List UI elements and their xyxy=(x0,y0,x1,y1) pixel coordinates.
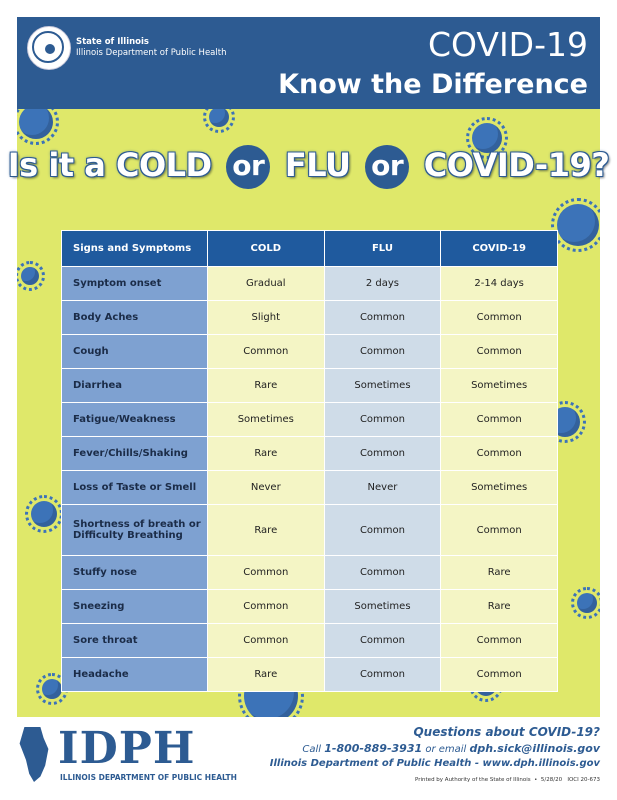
covid-cell: Common xyxy=(441,505,558,556)
flu-cell: Common xyxy=(324,335,441,369)
print-info xyxy=(415,777,600,783)
headline-covid: COVID-19? xyxy=(423,146,610,184)
cold-cell: Common xyxy=(207,335,324,369)
covid-cell: Sometimes xyxy=(441,369,558,403)
column-header-covid: COVID-19 xyxy=(441,231,558,267)
page-title: COVID-19 xyxy=(427,25,588,64)
symptom-cell: Diarrhea xyxy=(62,369,208,403)
column-header-cold: COLD xyxy=(207,231,324,267)
headline-flu: FLU xyxy=(284,146,351,184)
department-name: Illinois Department of Public Health xyxy=(76,48,227,58)
virus-icon xyxy=(21,267,39,285)
symptom-cell: Loss of Taste or Smell xyxy=(62,471,208,505)
state-name: State of Illinois xyxy=(76,37,149,47)
table-row xyxy=(62,301,558,335)
covid-cell: Common xyxy=(441,335,558,369)
phone-number[interactable]: 1-800-889-3931 xyxy=(324,742,423,755)
virus-icon xyxy=(557,204,599,246)
flu-cell: Sometimes xyxy=(324,590,441,624)
ioci-number: IOCI 20-673 xyxy=(567,777,600,783)
symptom-cell: Shortness of breath or Difficulty Breathing xyxy=(62,505,208,556)
illinois-seal-icon xyxy=(27,26,71,70)
cold-cell: Common xyxy=(207,556,324,590)
table-row xyxy=(62,267,558,301)
cold-cell: Sometimes xyxy=(207,403,324,437)
cold-cell: Gradual xyxy=(207,267,324,301)
virus-icon xyxy=(31,501,57,527)
flu-cell: Common xyxy=(324,403,441,437)
printed-by: Printed by Authority of the State of Illinois xyxy=(415,777,531,783)
cold-cell: Rare xyxy=(207,437,324,471)
table-row xyxy=(62,471,558,505)
table-row xyxy=(62,556,558,590)
call-prefix: Call xyxy=(302,744,322,755)
symptom-cell: Cough xyxy=(62,335,208,369)
covid-cell: 2-14 days xyxy=(441,267,558,301)
symptom-cell: Sneezing xyxy=(62,590,208,624)
symptom-cell: Body Aches xyxy=(62,301,208,335)
headline xyxy=(0,145,617,189)
footer xyxy=(0,717,617,800)
flu-cell: Sometimes xyxy=(324,369,441,403)
symptom-cell: Fever/Chills/Shaking xyxy=(62,437,208,471)
email-prefix: or email xyxy=(425,744,467,755)
flu-cell: Common xyxy=(324,556,441,590)
covid-cell: Rare xyxy=(441,556,558,590)
flu-cell: Common xyxy=(324,505,441,556)
flu-cell: Common xyxy=(324,301,441,335)
symptom-cell: Headache xyxy=(62,658,208,692)
cold-cell: Common xyxy=(207,590,324,624)
table-row xyxy=(62,590,558,624)
symptom-cell: Sore throat xyxy=(62,624,208,658)
virus-icon xyxy=(209,109,229,127)
cold-cell: Rare xyxy=(207,658,324,692)
symptom-cell: Fatigue/Weakness xyxy=(62,403,208,437)
contact-line xyxy=(302,742,600,755)
headline-or-badge: or xyxy=(226,145,270,189)
covid-cell: Common xyxy=(441,658,558,692)
table-row xyxy=(62,437,558,471)
website-line[interactable]: Illinois Department of Public Health - www.dph.illinois.gov xyxy=(269,758,600,769)
column-header-flu: FLU xyxy=(324,231,441,267)
virus-icon xyxy=(577,593,597,613)
covid-cell: Sometimes xyxy=(441,471,558,505)
flu-cell: Common xyxy=(324,437,441,471)
header-banner xyxy=(17,17,600,109)
cold-cell: Rare xyxy=(207,505,324,556)
virus-icon xyxy=(42,679,62,699)
cold-cell: Never xyxy=(207,471,324,505)
symptom-cell: Stuffy nose xyxy=(62,556,208,590)
page-subtitle: Know the Difference xyxy=(278,69,588,100)
table-row xyxy=(62,335,558,369)
table-row xyxy=(62,369,558,403)
questions-heading: Questions about COVID-19? xyxy=(413,725,600,739)
covid-cell: Rare xyxy=(441,590,558,624)
covid-cell: Common xyxy=(441,301,558,335)
covid-cell: Common xyxy=(441,403,558,437)
table-row xyxy=(62,403,558,437)
cold-cell: Rare xyxy=(207,369,324,403)
separator-bullet: • xyxy=(534,777,538,783)
flu-cell: Common xyxy=(324,658,441,692)
flu-cell: 2 days xyxy=(324,267,441,301)
covid-cell: Common xyxy=(441,624,558,658)
table-row xyxy=(62,505,558,556)
headline-or-badge: or xyxy=(365,145,409,189)
table-row xyxy=(62,624,558,658)
illinois-map-icon xyxy=(18,727,50,782)
table-header-row xyxy=(62,231,558,267)
email-link[interactable]: dph.sick@illinois.gov xyxy=(469,742,600,755)
flu-cell: Common xyxy=(324,624,441,658)
flu-cell: Never xyxy=(324,471,441,505)
headline-cold: Is it a COLD xyxy=(7,146,212,184)
symptom-cell: Symptom onset xyxy=(62,267,208,301)
print-date: 5/28/20 xyxy=(540,777,563,783)
column-header-symptoms: Signs and Symptoms xyxy=(62,231,208,267)
idph-logo-subtitle: ILLINOIS DEPARTMENT OF PUBLIC HEALTH xyxy=(60,773,237,782)
symptom-comparison-table xyxy=(61,230,558,692)
cold-cell: Common xyxy=(207,624,324,658)
virus-icon xyxy=(19,109,53,139)
table-row xyxy=(62,658,558,692)
covid-cell: Common xyxy=(441,437,558,471)
idph-logo: IDPH xyxy=(58,723,196,774)
cold-cell: Slight xyxy=(207,301,324,335)
